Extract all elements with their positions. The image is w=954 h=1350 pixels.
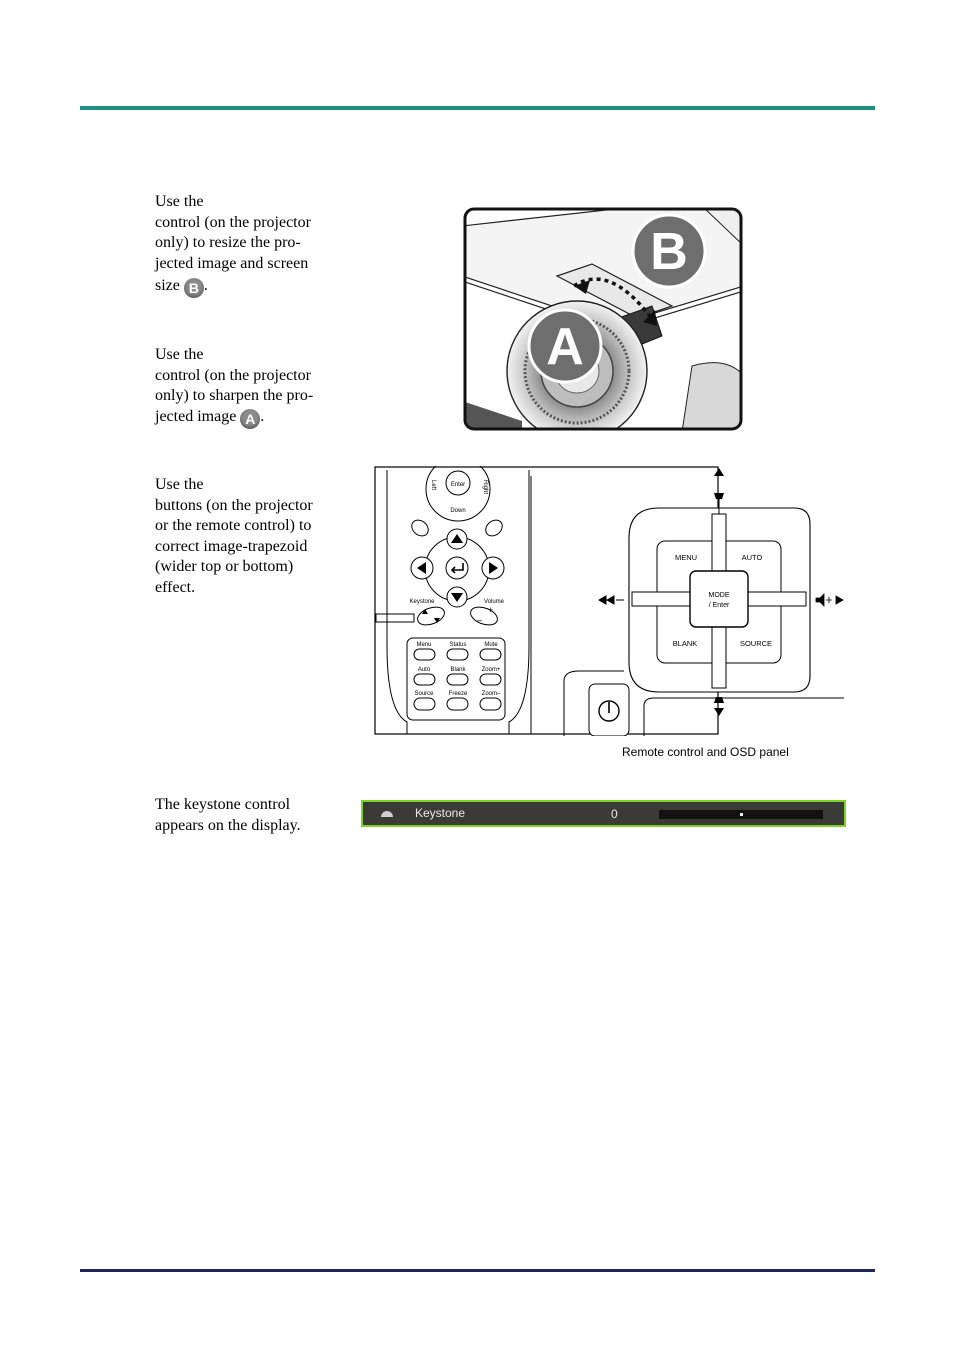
osd-line-1: The keystone control	[155, 796, 291, 813]
keystone-osd-bar	[361, 800, 846, 827]
blank-button[interactable]	[447, 674, 468, 685]
zoom-instruction	[155, 192, 345, 298]
header-rule	[80, 106, 875, 110]
status-label: Status	[449, 642, 467, 648]
zoom-line-5: size B .	[155, 277, 208, 296]
zoom-plus-label: Zoom+	[481, 667, 501, 673]
lens-figure	[462, 206, 744, 432]
label-b-text: B	[650, 223, 688, 281]
auto-label: Auto	[417, 667, 431, 673]
focus-line-2: control (on the projector	[155, 366, 311, 384]
enter-label: / Enter	[708, 602, 730, 609]
focus-line-4: jected image A .	[155, 407, 265, 427]
menu-button[interactable]	[414, 649, 435, 660]
figure-caption: Remote control and OSD panel	[622, 745, 789, 759]
zoom-line-4: jected image and screen	[155, 254, 309, 272]
nav-left-label: Left	[430, 480, 436, 491]
osd-line-2: appears on the display.	[155, 816, 301, 834]
keystone-label: Keystone	[409, 599, 435, 605]
auto-button[interactable]	[414, 674, 435, 685]
osd-instruction	[155, 795, 345, 836]
zoom-line-2: control (on the projector	[155, 213, 311, 231]
remote-osd-figure	[374, 466, 844, 736]
keystone-osd-label: Keystone	[415, 806, 466, 820]
nav-down-label: Down	[450, 508, 466, 514]
freeze-label: Freeze	[448, 691, 468, 697]
zoom-minus-button[interactable]	[480, 698, 501, 710]
keystone-line-2: buttons (on the projector	[155, 496, 313, 514]
blank-key-label: BLANK	[672, 639, 698, 648]
keystone-osd-icon	[381, 811, 393, 817]
menu-key-label: MENU	[674, 553, 698, 562]
focus-line-3: only) to sharpen the pro-	[155, 387, 314, 404]
keystone-line-5: (wider top or bottom)	[155, 558, 294, 575]
keystone-line-4: correct image-trapezoid	[155, 537, 308, 555]
mute-button[interactable]	[480, 649, 501, 660]
blank-label: Blank	[450, 667, 466, 673]
badge-b-icon: B	[184, 278, 204, 298]
keystone-slider-marker	[740, 813, 743, 816]
volume-minus-icon: –	[477, 615, 483, 625]
focus-last-text: jected image	[155, 407, 237, 425]
zoom-line-1: Use the	[155, 193, 204, 210]
mute-label: Mute	[484, 642, 498, 648]
zoom-line-3: only) to resize the pro-	[155, 234, 301, 251]
freeze-button[interactable]	[447, 698, 468, 710]
keystone-osd-value: 0	[611, 807, 618, 821]
keystone-instruction	[155, 475, 345, 598]
keystone-slider[interactable]	[659, 810, 823, 819]
mode-enter-button[interactable]	[690, 571, 748, 627]
auto-key-label: AUTO	[741, 553, 763, 562]
source-key-label: SOURCE	[739, 639, 773, 648]
remote-button-grid	[414, 642, 501, 710]
label-a-text: A	[546, 318, 584, 376]
badge-a-icon: A	[240, 409, 260, 429]
keystone-line-3: or the remote control) to	[155, 517, 312, 534]
focus-line-1: Use the	[155, 346, 204, 363]
zoom-plus-button[interactable]	[480, 674, 501, 685]
keystone-line-1: Use the	[155, 476, 204, 493]
keystone-line-6: effect.	[155, 578, 196, 596]
volume-plus-icon: +	[488, 605, 494, 615]
focus-instruction	[155, 345, 345, 429]
menu-label: Menu	[416, 642, 432, 648]
footer-rule	[80, 1269, 875, 1272]
nav-right-label: Right	[482, 480, 488, 495]
status-button[interactable]	[447, 649, 468, 660]
nav-enter-label: Enter	[450, 482, 466, 488]
volume-up-icon	[816, 594, 843, 606]
source-button[interactable]	[414, 698, 435, 710]
mode-label: MODE	[708, 592, 730, 599]
enter-button[interactable]	[446, 557, 468, 579]
volume-label: Volume	[483, 599, 505, 605]
zoom-minus-label: Zoom–	[481, 691, 501, 697]
source-label: Source	[414, 691, 434, 697]
zoom-last-text: size	[155, 277, 180, 294]
